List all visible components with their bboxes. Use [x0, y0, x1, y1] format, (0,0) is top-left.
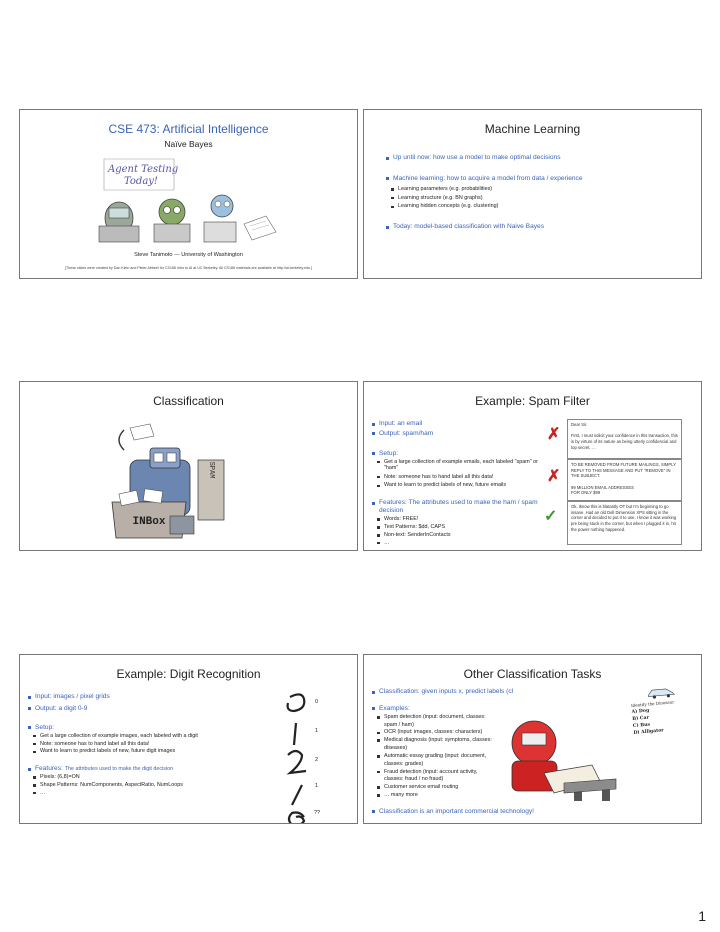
bullet: Input: an email	[372, 420, 547, 429]
slide-title: Example: Spam Filter	[475, 394, 590, 408]
email-sample-spam-1: Dear Sir. First, I must solicit your confidence in this transaction, this is by virture of its nature as being utterly confidencial and top secret. …	[567, 419, 682, 459]
sub-bullet: Automatic essay grading (input: document, classes: grades)	[372, 753, 492, 769]
quiz-option: B) Car	[632, 715, 650, 722]
bullet: Output: spam/ham	[372, 430, 547, 439]
handwritten-digits	[282, 689, 312, 824]
sub-bullet: Get a large collection of example images, each labeled with a digit	[28, 733, 268, 741]
credits-line: [These slides were created by Dan Klein and Pieter Abbeel for CS188 Intro to AI at UC Berkeley. All CS188 materials are available at http://ai.berkeley.edu.]	[65, 266, 312, 270]
sub-bullet: Get a large collection of example emails, each labeled "spam" or "ham"	[372, 459, 547, 472]
slide-spam-filter	[363, 381, 702, 551]
spam-cross-icon: ✗	[547, 426, 561, 443]
digit-label: 2	[315, 757, 319, 763]
sub-bullet: Learning parameters (e.g. probabilities)	[386, 186, 686, 194]
slide-other-classification-tasks	[363, 654, 702, 824]
sub-bullet: Words: FREE!	[372, 516, 547, 524]
quiz-option: C) Bus	[632, 722, 651, 729]
sub-bullet: Note: someone has to hand label all this data!	[28, 741, 268, 749]
bullet: Machine learning: how to acquire a model from data / experience	[386, 175, 686, 184]
slide-title: Machine Learning	[484, 122, 581, 136]
sub-bullet: …	[372, 540, 547, 548]
email-sample-ham: Ok, Iknow this is blatantly OT but I'm beginning to go insane. Had an old Dell Dimension XPS sitting in the corner and decided to put it to use, I know it was working pre being stuck in the corner, but when I plugged it in, hit the power nothing happened.	[567, 501, 682, 545]
sub-bullet: Shape Patterns: NumComponents, AspectRatio, NumLoops	[28, 782, 268, 790]
spam-bin-label: SPAM	[207, 461, 215, 479]
author-line: Steve Tanimoto --- University of Washington	[134, 252, 243, 258]
slide-subtitle: Naïve Bayes	[164, 139, 213, 149]
digit-label: 1	[315, 728, 319, 734]
sub-bullet: Medical diagnosis (input: symptoms, classes: diseases)	[372, 737, 492, 753]
bullet: Classification is an important commercial technology!	[372, 808, 572, 817]
inbox-label: INBox	[132, 516, 166, 528]
quiz-title: Identify the Dinosaur	[630, 699, 675, 709]
robot-student-illustration	[504, 703, 624, 803]
digit-label: ??	[314, 810, 321, 816]
bullet: Output: a digit 0-9	[28, 705, 268, 714]
bullet	[28, 765, 268, 774]
slide-title: Other Classification Tasks	[463, 667, 602, 681]
slide-title: Classification	[153, 394, 224, 408]
dinosaur-quiz-card	[624, 685, 687, 746]
quiz-option: A) Dog	[631, 708, 650, 716]
features-description: The attributes used to make the digit decision	[64, 766, 174, 773]
features-heading: Features:	[35, 765, 63, 773]
svg-text:Today!: Today!	[124, 176, 158, 187]
sub-bullet: Note: someone has to hand label all this data!	[372, 474, 547, 482]
slide-title: Example: Digit Recognition	[116, 667, 261, 681]
slide-digit-recognition	[19, 654, 358, 824]
sub-bullet: Pixels: (6,8)=ON	[28, 774, 268, 782]
cartoon-caption: Agent Testing	[108, 164, 179, 175]
bullet: Features: The attributes used to make the ham / spam decision	[372, 499, 547, 515]
sub-bullet: … many more	[372, 792, 492, 800]
sub-bullet: Text Patterns: $dd, CAPS	[372, 524, 547, 532]
slide-classification	[19, 381, 358, 551]
page-number: 1	[698, 908, 706, 924]
digit-label: 1	[315, 783, 319, 789]
sub-bullet: Want to learn to predict labels of new, future digit images	[28, 748, 268, 756]
sub-bullet: Want to learn to predict labels of new, future emails	[372, 482, 547, 490]
sub-bullet: Learning hidden concepts (e.g. clustering)	[386, 203, 686, 211]
sub-bullet: …	[28, 790, 268, 798]
sub-bullet: Learning structure (e.g. BN graphs)	[386, 195, 686, 203]
digit-label: 0	[315, 699, 319, 705]
slide-machine-learning	[363, 109, 702, 279]
slide-title: CSE 473: Artificial Intelligence	[108, 122, 269, 136]
sub-bullet: Customer service email routing	[372, 784, 492, 792]
classifier-robot-illustration	[110, 420, 260, 540]
sub-bullet: OCR (input: images, classes: characters)	[372, 729, 492, 737]
agent-testing-cartoon	[94, 154, 284, 244]
car-icon	[646, 685, 677, 700]
ham-check-icon: ✓	[544, 508, 558, 525]
spam-cross-icon: ✗	[547, 468, 561, 485]
sub-bullet: Fraud detection (input: account activity, classes: fraud / no fraud)	[372, 769, 492, 785]
bullet: Input: images / pixel grids	[28, 693, 268, 702]
bullet: Up until now: how use a model to make optimal decisions	[386, 154, 686, 163]
sub-bullet: Non-text: SenderInContacts	[372, 532, 547, 540]
bullet: Setup:	[372, 450, 547, 459]
quiz-option: D) Alligator	[633, 728, 664, 736]
bullet: Setup:	[28, 724, 268, 733]
bullet: Classification: given inputs x, predict labels (cl	[372, 688, 572, 697]
sub-bullet: Spam detection (input: document, classes: spam / ham)	[372, 714, 492, 730]
bullet: Today: model-based classification with Naive Bayes	[386, 223, 686, 232]
email-sample-spam-2: TO BE REMOVED FROM FUTURE MAILINGS, SIMPLY REPLY TO THIS MESSAGE AND PUT "REMOVE" IN THE SUBJECT. 99 MILLION EMAIL ADDRESSES FOR ONLY $99	[567, 459, 682, 501]
slide-cse473-title	[19, 109, 358, 279]
bullet: Examples:	[372, 705, 572, 714]
